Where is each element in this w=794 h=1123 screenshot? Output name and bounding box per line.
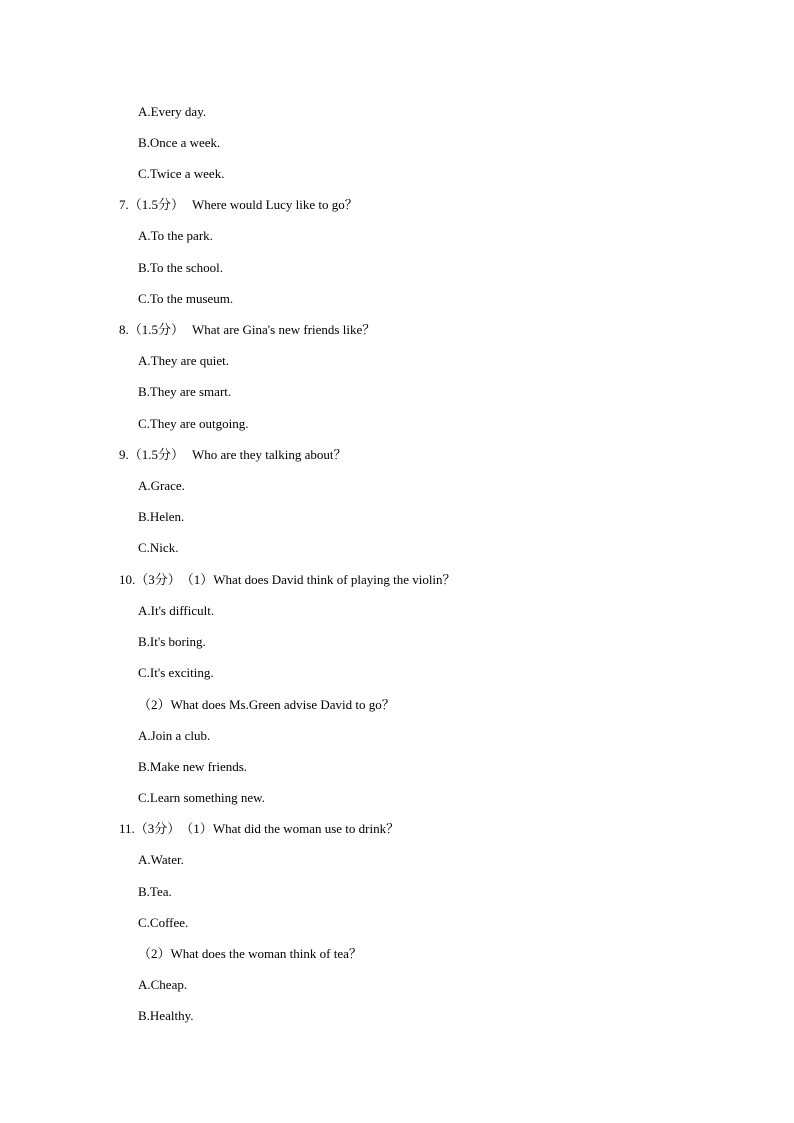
q9-option-c: C.Nick. [138, 540, 179, 555]
q7-number: 7. [119, 197, 129, 212]
q10-sub2-question [138, 697, 395, 713]
q10-sub2-option-c: C.Learn something new. [138, 790, 265, 805]
q10-sub2-option-a: A.Join a club. [138, 728, 211, 743]
q11-sub2-option-a: A.Cheap. [138, 977, 188, 992]
q9-points: （1.5分） [128, 447, 185, 462]
q11-sub1-option-b: B.Tea. [138, 884, 172, 899]
q10-sub1-option-a: A.It's difficult. [138, 603, 215, 618]
q8-question [119, 322, 375, 338]
q8-points: （1.5分） [128, 322, 185, 337]
q10-sub2-label: （2） [138, 697, 171, 712]
q7-question [119, 197, 358, 213]
q7-option-a: A.To the park. [138, 228, 213, 243]
q8-option-c: C.They are outgoing. [138, 416, 249, 431]
q11-sub1-option-a: A.Water. [138, 852, 184, 867]
q8-option-a: A.They are quiet. [138, 353, 229, 368]
q10-sub1-option-b: B.It's boring. [138, 634, 206, 649]
q8-option-b: B.They are smart. [138, 384, 232, 399]
q11-sub2-option-b: B.Healthy. [138, 1008, 194, 1023]
q6-option-c: C.Twice a week. [138, 166, 225, 181]
q11-sub1-stem: What did the woman use to drink？ [212, 821, 400, 836]
q11-sub2-label: （2） [138, 946, 171, 961]
q10-question [119, 572, 456, 588]
q11-sub2-question [138, 946, 362, 962]
q10-sub2-stem: What does Ms.Green advise David to go？ [170, 697, 395, 712]
q11-question [119, 821, 399, 837]
q11-sub1-option-c: C.Coffee. [138, 915, 189, 930]
q10-number: 10. [119, 572, 136, 587]
q11-sub1-label: （1） [180, 821, 213, 836]
q11-points: （3分） [134, 821, 181, 836]
q8-stem: What are Gina's new friends like？ [192, 322, 376, 337]
q7-stem: Where would Lucy like to go？ [192, 197, 358, 212]
q9-option-a: A.Grace. [138, 478, 185, 493]
q10-points: （3分） [135, 572, 181, 587]
q6-option-a: A.Every day. [138, 104, 207, 119]
q7-option-b: B.To the school. [138, 260, 224, 275]
q7-points: （1.5分） [128, 197, 185, 212]
q9-stem: Who are they talking about？ [192, 447, 347, 462]
q9-question [119, 447, 347, 463]
q10-sub1-option-c: C.It's exciting. [138, 665, 214, 680]
q8-number: 8. [119, 322, 129, 337]
q7-option-c: C.To the museum. [138, 291, 234, 306]
q10-sub1-stem: What does David think of playing the violin？ [213, 572, 456, 587]
q9-number: 9. [119, 447, 129, 462]
q10-sub2-option-b: B.Make new friends. [138, 759, 248, 774]
q11-number: 11. [119, 821, 135, 836]
q11-sub2-stem: What does the woman think of tea？ [170, 946, 362, 961]
q6-option-b: B.Once a week. [138, 135, 221, 150]
q10-sub1-label: （1） [180, 572, 214, 587]
q9-option-b: B.Helen. [138, 509, 185, 524]
